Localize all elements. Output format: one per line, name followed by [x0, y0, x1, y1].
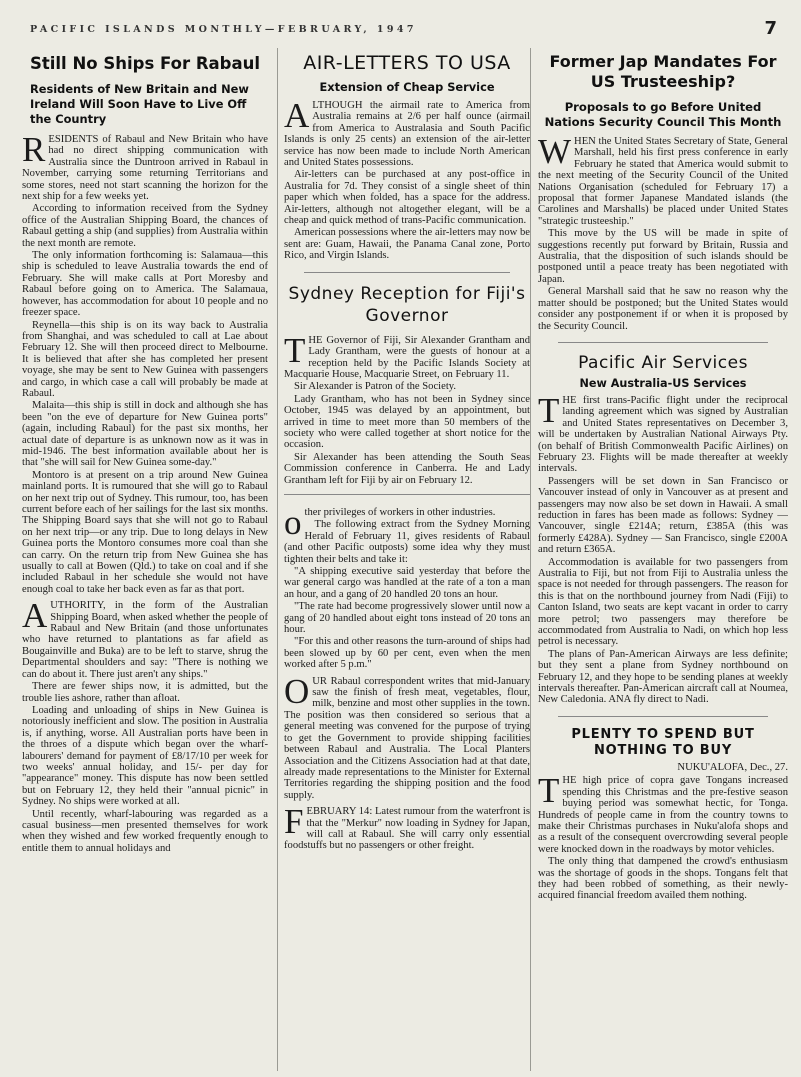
article-paragraph: FEBRUARY 14: Latest rumour from the waterfront is that the "Merkur" now loading in Sydney for Japan, will call at Rabaul. She will carry only essential foodstuffs but no passengers or other freight. — [284, 802, 530, 852]
section-divider — [558, 342, 768, 343]
article-paragraph: THE first trans-Pacific flight under the reciprocal landing agreement which was signed by Australian and United States representatives on December 3, will be undertaken by Australian National Airways Pty. (on behalf of British Commonwealth Pacific Airlines) on February 23. Flights will be made thereafter at weekly intervals. — [538, 390, 788, 475]
article-paragraph: Reynella—this ship is on its way back to Australia from Shanghai, and was scheduled to call at Lae about February 12. She will then proceed direct to Melbourne. It is believed that after she has completed her present voyage, she may be sent to New Guinea with passengers and cargo, in which case a call will probably be made at Rabaul. — [22, 319, 268, 399]
running-title: PACIFIC ISLANDS MONTHLY—FEBRUARY, 1947 — [30, 24, 417, 35]
article-title: Still No Ships For Rabaul — [29, 54, 261, 73]
article-paragraph: Air-letters can be purchased at any post-office in Australia for 7d. They consist of a single sheet of thin paper which when folded, has a space for the address. Air-letters, although not altogether elegant, will be a cheap and quick method of trans-Pacific communication. — [284, 169, 530, 227]
article-paragraph: General Marshall said that he saw no reason why the matter should be postponed; but the United States would consider any postponement if or when it is proposed by the Security Council. — [538, 286, 788, 332]
article-paragraph: Loading and unloading of ships in New Guinea is notoriously inefficient and slow. The position in Australia is, if anything, worse. All Australian ports have been in the throes of a dispute which began over the wharf-labourers' demand for payment of £8/17/10 per week for two weeks' annual holiday, and 15/- per day for "appearance" money. This dispute has now been settled but on February 12, they held their "annual picnic" in Sydney. No ships were worked at all. — [22, 704, 268, 808]
article-title: Pacific Air Services — [578, 352, 748, 373]
article-paragraph: Passengers will be set down in San Francisco or Vancouver instead of only in Vancouver as at present and passengers may now also be set down in Hawaii. A small reduction in fares has been made as follows: Sydney — Vancouver, single £214A; return, £385A (this was formerly £428A). Sydney — San Francisco, single £200A and return £365A. — [538, 475, 788, 556]
article-paragraph: Montoro is at present on a trip around New Guinea mainland ports. It is rumoured that she will go to Rabaul on her next trip out of Sydney. This rumour, too, has been current before each of her sailings for the last six months. The Shipping Board says that she will not go to Rabaul on her next trip—or any trip. Due to long delays in New Guinea ports the Montoro consumes more coal than she can carry. On the return trip from New Guinea she has usually to call at Bowen (Qld.) to take on coal and if she included Rabaul in her schedule she would not have enough coal to take her back even as far as that port. — [22, 469, 268, 595]
article-paragraph: The following extract from the Sydney Morning Herald of February 11, gives residents of Rabaul (and other Pacific outposts) some idea why they must tighten their belts and take it: — [284, 519, 530, 565]
dateline: NUKU'ALOFA, Dec., 27. — [677, 761, 788, 773]
article-paragraph: ALTHOUGH the airmail rate to America from Australia remains at 2/6 per half ounce (airmail from America to Australasia and South Pacific Islands is only 25 cents) an extension of the air-letter service has now been made to include North American and United States possessions. — [284, 96, 530, 169]
article-paragraph: The plans of Pan-American Airways are less definite; but they sent a plane from Sydney northbound on February 12, and they hope to be sending planes at weekly intervals thereafter. Pan-American aircraft call at Noumea, New Caledonia. ANA fly direct to Nadi. — [538, 648, 788, 706]
column-middle — [284, 48, 530, 1077]
article-paragraph: There are fewer ships now, it is admitted, but the trouble lies ashore, rather than afloat. — [22, 681, 268, 704]
section-divider — [284, 494, 530, 495]
article-paragraph: "The rate had become progressively slower until now a gang of 20 handled about eight tons instead of 20 tons an hour. — [284, 601, 530, 636]
article-paragraph: American possessions where the air-letters may now be sent are: Guam, Hawaii, the Panama Canal zone, Porto Rico, and Virgin Islands. — [284, 227, 530, 262]
article-subtitle: New Australia-US Services — [579, 376, 747, 390]
article-paragraph: Malaita—this ship is still in dock and although she has been "on the eve of departure for New Guinea ports" (again, including Rabaul) for the past six months, her actual date of departure is as unknown now as it was in mid-1946. The best information available about her is that "she will sail for New Guinea some-day." — [22, 400, 268, 469]
article-paragraph: The only thing that dampened the crowd's enthusiasm was the shortage of goods in the shops. Tongans felt that they had been robbed of something, as their newly-acquired financial freedom availed them nothing. — [538, 856, 788, 902]
article-paragraph: Sir Alexander has been attending the South Seas Commission conference in Canberra. He and Lady Grantham left for Fiji by air on February 12. — [284, 451, 530, 486]
column-left — [22, 48, 268, 1077]
section-divider — [304, 272, 510, 273]
article-paragraph: Sir Alexander is Patron of the Society. — [294, 381, 457, 393]
article-paragraph: "For this and other reasons the turn-around of ships had been slowed up by 60 per cent, even when the men worked after 5 p.m." — [284, 636, 530, 671]
article-paragraph: According to information received from the Sydney office of the Australian Shipping Board, the chances of Rabaul getting a ship (and supplies) from Australia within the next month are remote. — [22, 203, 268, 249]
article-subtitle: Residents of New Britain and New Ireland Will Soon Have to Live Off the Country — [30, 82, 249, 126]
page-header — [22, 14, 779, 44]
article-paragraph: The only information forthcoming is: Salamaua—this ship is scheduled to leave Australia towards the end of February. She will make calls at Port Moresby and Rabaul before going on to America. The Salamaua, however, has accommodation for about 10 people and no freezer space. — [22, 250, 268, 319]
article-paragraph: This move by the US will be made in spite of suggestions recently put forward by Britain, Russia and Australia, that the disposition of such islands should be postponed until a peace treaty has been negotiated with Japan. — [538, 228, 788, 285]
article-paragraph: Accommodation is available for two passengers from Australia to Fiji, but not from Fiji to Australia unless the space is not needed for through passengers. The reason for this is that on the northbound journey from Nadi (Fiji) to Canton Island, two seats are kept vacant in order to carry more petrol; two passengers may therefore be accommodated from Australia to Nadi, on which hop less petrol is necessary. — [538, 556, 788, 648]
column-rule — [530, 48, 531, 1071]
article-paragraph: other privileges of workers in other industries. — [284, 502, 496, 542]
article-title: Sydney Reception for Fiji's Governor — [288, 283, 526, 326]
article-paragraph: Lady Grantham, who has not been in Sydney since October, 1945 was delayed by an appointment, but arrived in time to meet more than 50 members of the society who were called together at short notice for the occasion. — [284, 393, 530, 451]
article-subtitle: Extension of Cheap Service — [319, 80, 495, 94]
article-title: PLENTY TO SPEND BUT NOTHING TO BUY — [571, 726, 755, 758]
article-title: Former Jap Mandates For US Trusteeship? — [549, 52, 777, 91]
article-paragraph: Until recently, wharf-labouring was regarded as a casual business—men presented themselves for work when they wished and few worked frequently enough to entitle them to annual holidays and — [22, 808, 268, 854]
article-paragraph: WHEN the United States Secretary of State, General Marshall, held his first press conference in early February he stated that America would submit to the next meeting of the Security Council of the United Nations Organisation (scheduled for February 17) a proposal that former Japanese Mandated islands (the Carolines and Marshalls) be placed under United States "strategic trusteeship." — [538, 132, 788, 227]
article-paragraph: THE high price of copra gave Tongans increased spending this Christmas and the pre-festive season buying period was somewhat hectic, for Tonga. Hundreds of people came in from the country towns to make their Christmas purchases in Nuku'alofa shops and as a result of the consequent overcrowding several people were knocked down in the roadways by motor vehicles. — [538, 771, 788, 855]
column-rule — [277, 48, 278, 1071]
article-paragraph: AUTHORITY, in the form of the Australian Shipping Board, when asked whether the people of Rabaul and New Britain (and those unfortunates who have returned to plantations as far afield as Bougainville and Buka) are to be left to starve, shrug the Departmental shoulders and say: "There is nothing we can do about it. There just aren't any ships." — [22, 596, 268, 680]
page-number: 7 — [764, 18, 777, 39]
article-subtitle: Proposals to go Before United Nations Security Council This Month — [544, 100, 782, 129]
article-title: AIR-LETTERS TO USA — [303, 52, 511, 74]
article-paragraph: RESIDENTS of Rabaul and New Britain who have had no direct shipping communication with Australia since the Duntroon arrived in Rabaul in November, carrying some returning Territorians and some stores, need not start scanning the horizon for the next ship for a few weeks yet. — [22, 130, 268, 203]
article-paragraph: THE Governor of Fiji, Sir Alexander Grantham and Lady Grantham, were the guests of honour at a reception held by the Pacific Islands Society at Macquarie House, Macquarie Street, on February 11. — [284, 330, 530, 380]
article-paragraph: "A shipping executive said yesterday that before the war general cargo was handled at the rate of a ton a man an hour, and a gang of 20 handled 20 tons an hour. — [284, 566, 530, 600]
section-divider — [558, 716, 768, 717]
article-paragraph: OUR Rabaul correspondent writes that mid-January saw the finish of fresh meat, vegetables, flour, milk, benzine and most other supplies in the town. The position was then considered so serious that a general meeting was convened for the purpose of trying to get the Government to provide shipping facilities between Rabaul and Australia. The Local Planters Association and the Citizens Association had at that date, already made representations to the Minister for External Territories regarding the shipping position and the food supply. — [284, 671, 530, 801]
column-right — [538, 48, 788, 1077]
